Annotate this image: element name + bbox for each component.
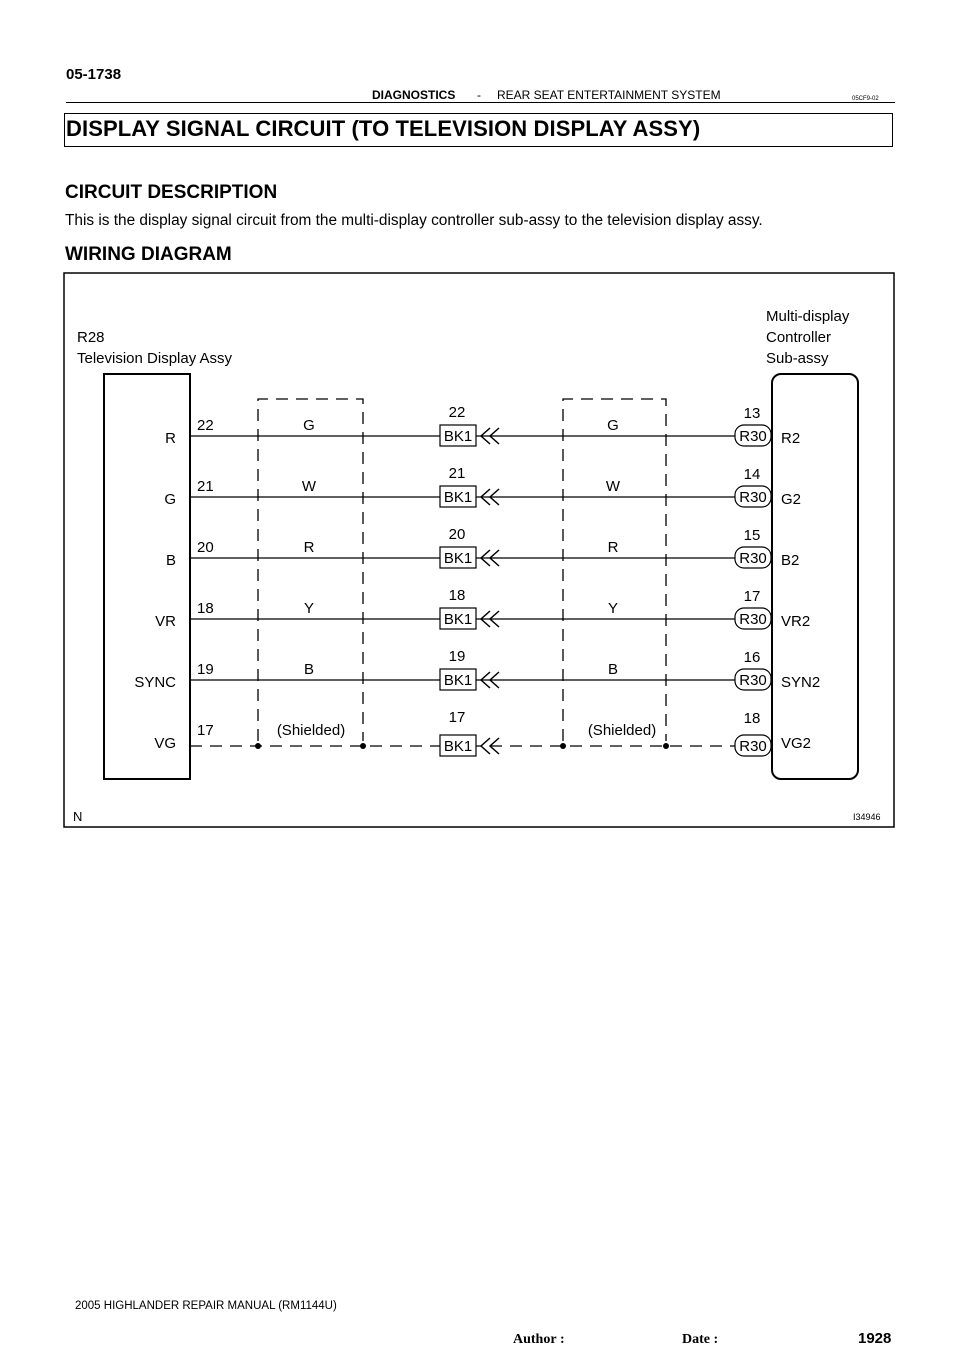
page-number: 05-1738 bbox=[66, 66, 122, 83]
wire-color-right: W bbox=[605, 478, 621, 495]
left-terminal-label: G bbox=[164, 491, 176, 508]
wire-color-right: Y bbox=[607, 600, 619, 617]
wire-row bbox=[165, 404, 800, 447]
wire-row bbox=[134, 648, 820, 691]
shield-outline-right bbox=[563, 399, 666, 741]
wire-color-left: Y bbox=[303, 600, 315, 617]
wire-color-left: B bbox=[303, 661, 315, 678]
connector-pin-number: 21 bbox=[448, 465, 466, 482]
circuit-description-text: This is the display signal circuit from the multi-display controller sub-assy to the television display assy. bbox=[65, 212, 763, 229]
connector-pin-number: 20 bbox=[448, 526, 466, 543]
shield-junction-dot bbox=[360, 743, 366, 749]
right-component-name-line: Sub-assy bbox=[766, 350, 829, 367]
footer-page-number: 1928 bbox=[858, 1330, 892, 1347]
page-title: DISPLAY SIGNAL CIRCUIT (TO TELEVISION DISPLAY ASSY) bbox=[66, 116, 701, 141]
right-connector-label: R30 bbox=[739, 611, 767, 628]
connector-label: BK1 bbox=[443, 428, 473, 445]
connector-label: BK1 bbox=[443, 489, 473, 506]
figure-id: I34946 bbox=[853, 812, 881, 822]
right-pin-number: 13 bbox=[743, 405, 761, 422]
wire-color-right: R bbox=[607, 539, 619, 556]
right-connector-label: R30 bbox=[739, 489, 767, 506]
connector-pin-number: 18 bbox=[448, 587, 466, 604]
left-terminal-label: R bbox=[165, 430, 176, 447]
wire-row bbox=[154, 709, 811, 756]
left-component-box bbox=[104, 374, 190, 779]
header-section: DIAGNOSTICS bbox=[372, 88, 456, 102]
shield-junction-dot bbox=[255, 743, 261, 749]
wire-color-left: (Shielded) bbox=[276, 722, 346, 739]
wire-color-right: (Shielded) bbox=[587, 722, 657, 739]
wiring-diagram-heading: WIRING DIAGRAM bbox=[65, 244, 232, 265]
right-pin-number: 17 bbox=[743, 588, 761, 605]
left-pin-number: 19 bbox=[197, 661, 214, 678]
left-terminal-label: VR bbox=[155, 613, 176, 630]
left-component-name: Television Display Assy bbox=[77, 350, 233, 367]
shield-junction-dot bbox=[663, 743, 669, 749]
right-terminal-label: R2 bbox=[781, 430, 801, 447]
left-terminal-label: B bbox=[165, 552, 176, 569]
diagram-corner-label: N bbox=[73, 809, 83, 824]
right-terminal-label: SYN2 bbox=[781, 674, 821, 691]
right-component-name-line: Multi-display bbox=[766, 308, 850, 325]
header-separator: - bbox=[477, 88, 481, 102]
wire-row bbox=[166, 526, 799, 569]
wire-color-left: R bbox=[303, 539, 315, 556]
right-pin-number: 16 bbox=[743, 649, 761, 666]
right-terminal-label: B2 bbox=[781, 552, 800, 569]
connector-label: BK1 bbox=[443, 611, 473, 628]
shield-outline-left bbox=[258, 399, 363, 741]
left-pin-number: 20 bbox=[197, 539, 214, 556]
right-connector-label: R30 bbox=[739, 672, 767, 689]
connector-pin-number: 19 bbox=[448, 648, 466, 665]
left-component-code: R28 bbox=[77, 329, 105, 346]
right-connector-label: R30 bbox=[739, 738, 767, 755]
connector-pin-number: 17 bbox=[448, 709, 466, 726]
connector-label: BK1 bbox=[443, 672, 473, 689]
connector-label: BK1 bbox=[443, 550, 473, 567]
left-pin-number: 17 bbox=[197, 722, 214, 739]
right-terminal-label: G2 bbox=[781, 491, 802, 508]
connector-label: BK1 bbox=[443, 738, 473, 755]
wire-color-right: G bbox=[607, 417, 619, 434]
connector-pin-number: 22 bbox=[448, 404, 466, 421]
left-pin-number: 22 bbox=[197, 417, 214, 434]
right-connector-label: R30 bbox=[739, 550, 767, 567]
right-component-name-line: Controller bbox=[766, 329, 832, 346]
right-pin-number: 14 bbox=[743, 466, 761, 483]
right-pin-number: 18 bbox=[743, 710, 761, 727]
footer-author-label: Author : bbox=[513, 1332, 565, 1347]
header-subsection: REAR SEAT ENTERTAINMENT SYSTEM bbox=[497, 88, 721, 102]
right-pin-number: 15 bbox=[743, 527, 761, 544]
left-pin-number: 21 bbox=[197, 478, 214, 495]
wire-row bbox=[164, 465, 801, 508]
wire-color-left: G bbox=[303, 417, 315, 434]
right-connector-label: R30 bbox=[739, 428, 767, 445]
shield-junction-dot bbox=[560, 743, 566, 749]
left-terminal-label: VG bbox=[154, 735, 176, 752]
right-terminal-label: VG2 bbox=[781, 735, 812, 752]
left-pin-number: 18 bbox=[197, 600, 214, 617]
wire-row bbox=[155, 587, 810, 630]
footer-manual: 2005 HIGHLANDER REPAIR MANUAL (RM1144U) bbox=[75, 1300, 337, 1312]
right-terminal-label: VR2 bbox=[781, 613, 811, 630]
footer-date-label: Date : bbox=[682, 1332, 719, 1347]
left-terminal-label: SYNC bbox=[134, 674, 176, 691]
circuit-description-heading: CIRCUIT DESCRIPTION bbox=[65, 182, 278, 203]
wire-color-left: W bbox=[301, 478, 317, 495]
doc-code: 05CF9-02 bbox=[852, 96, 879, 102]
wire-color-right: B bbox=[607, 661, 619, 678]
